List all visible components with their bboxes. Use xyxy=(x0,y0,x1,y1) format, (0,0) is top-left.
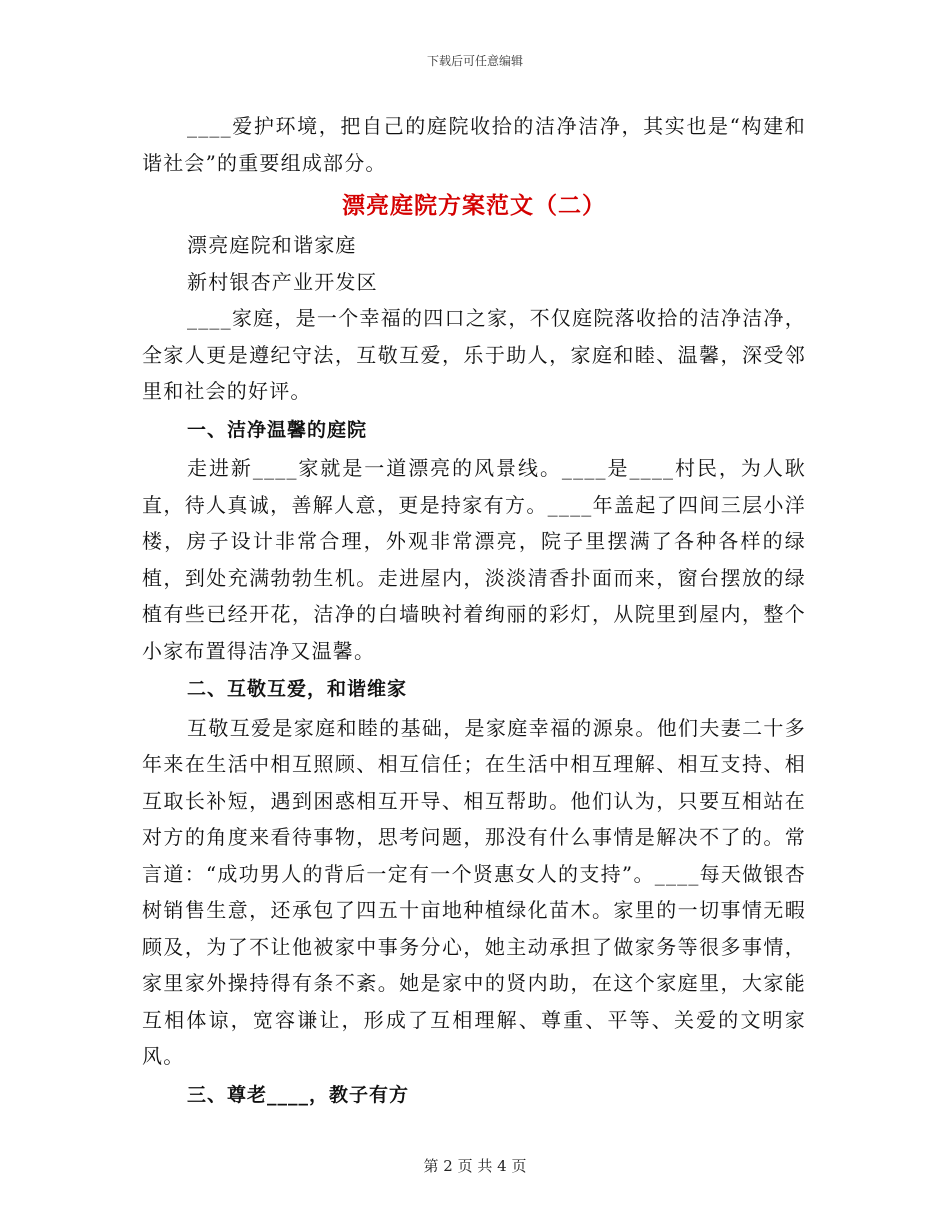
heading-courtyard: 一、洁净温馨的庭院 xyxy=(187,418,368,441)
subtitle-line: 漂亮庭院和谐家庭 xyxy=(187,233,357,257)
page-header: 下载后可任意编辑 xyxy=(426,54,523,68)
location-line: 新村银杏产业开发区 xyxy=(187,269,378,294)
document-body xyxy=(142,108,806,1115)
heading-respect-elders: 三、尊老____，教子有方 xyxy=(187,1083,410,1106)
harmony-paragraph: 互敬互爱是家庭和睦的基础，是家庭幸福的源泉。他们夫妻二十多年来在生活中相互照顾、相互信任；在生活中相互理解、相互支持、相互取长补短，遇到困惑相互开导、相互帮助。他们认为，只要互相站在对方的角度来看待事物，思考问题，那没有什么事情是解决不了的。常言道：“成功男人的背后一定有一个贤惠女人的支持”。____每天做银杏树销售生意，还承包了四五十亩地种植绿化苗木。家里的一切事情无暇顾及，为了不让他被家中事务分心，她主动承担了做家务等很多事情，家里家外操持得有条不紊。她是家中的贤内助，在这个家庭里，大家能互相体谅，宽容谦让，形成了互相理解、尊重、平等、关爱的文明家风。 xyxy=(142,715,806,1068)
heading-harmony: 二、互敬互爱，和谐维家 xyxy=(187,678,408,700)
courtyard-paragraph: 走进新____家就是一道漂亮的风景线。____是____村民，为人耿直，待人真诚，善解人意，更是持家有方。____年盖起了四间三层小洋楼，房子设计非常合理，外观非常漂亮，院子里摆满了各种各样的绿植，到处充满勃勃生机。走进屋内，淡淡清香扑面而来，窗台摆放的绿植有些已经开花，洁净的白墙映衬着绚丽的彩灯，从院里到屋内，整个小家布置得洁净又温馨。 xyxy=(142,456,806,663)
intro-paragraph: ____爱护环境，把自己的庭院收拾的洁净洁净，其实也是“构建和谐社会”的重要组成部分。 xyxy=(142,114,806,175)
family-paragraph: ____家庭，是一个幸福的四口之家，不仅庭院落收拾的洁净洁净，全家人更是遵纪守法，互敬互爱，乐于助人，家庭和睦、温馨，深受邻里和社会的好评。 xyxy=(142,306,806,403)
page-footer: 第 2 页 共 4 页 xyxy=(423,1157,527,1175)
section-title: 漂亮庭院方案范文（二） xyxy=(342,193,606,219)
